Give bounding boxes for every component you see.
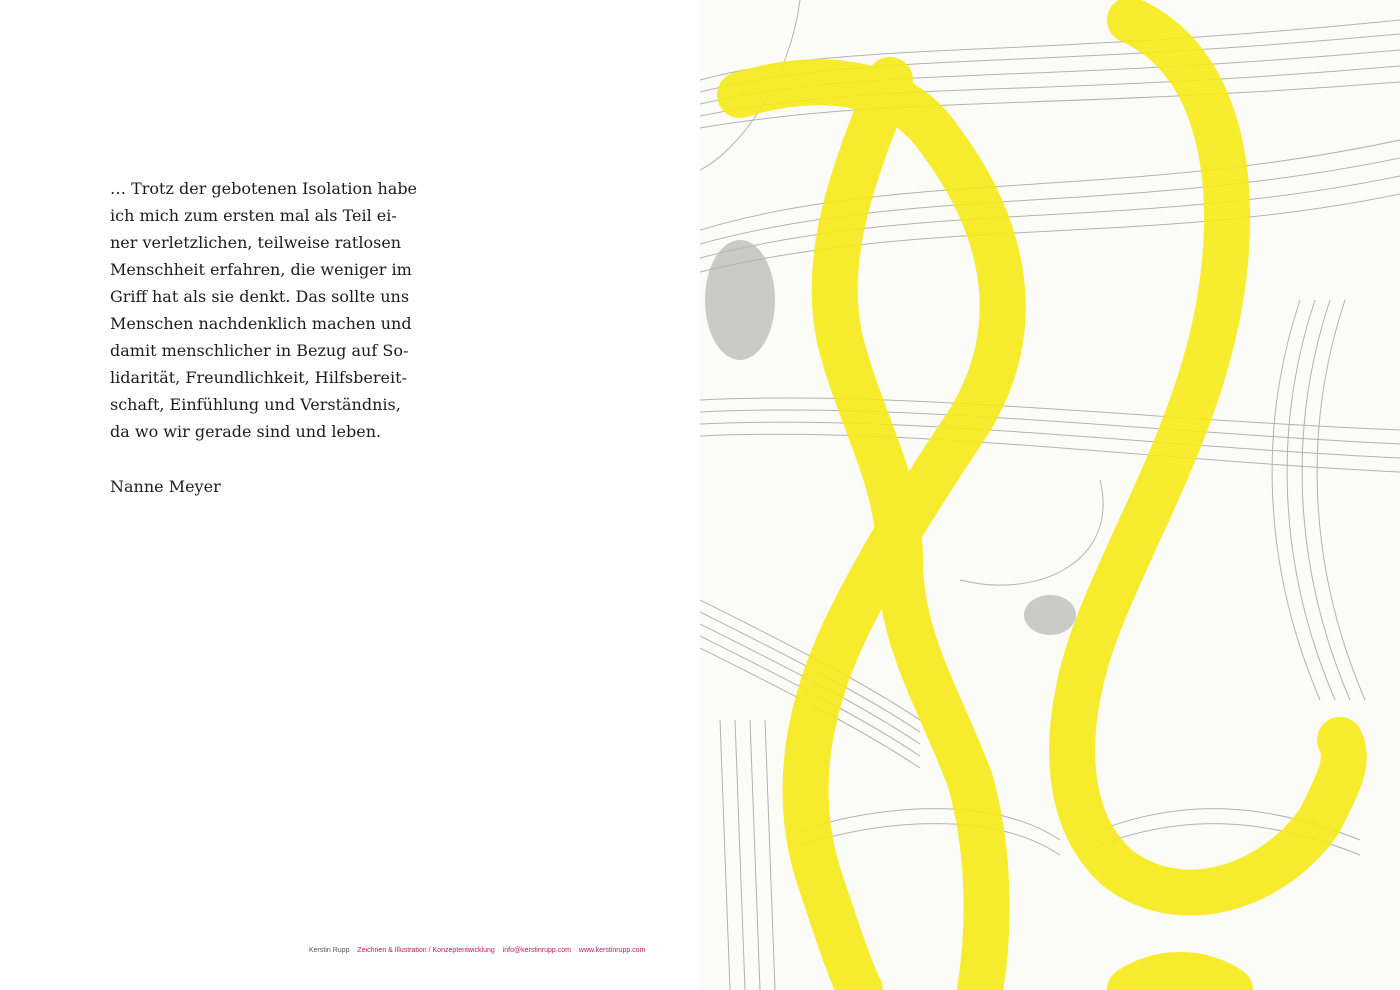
quote-line: schaft, Einfühlung und Verständnis, xyxy=(110,395,401,414)
quote-author: Nanne Meyer xyxy=(110,477,221,496)
quote-line: Menschheit erfahren, die weniger im xyxy=(110,260,412,279)
artwork-illustration xyxy=(700,0,1400,990)
quote-text xyxy=(110,175,418,445)
quote-line: da wo wir gerade sind und leben. xyxy=(110,422,382,441)
quote-line: damit menschlicher in Bezug auf So- xyxy=(110,341,409,360)
footer-service: Zeichnen & Illustration / Konzeptentwicklung xyxy=(357,947,495,954)
quote-line: lidarität, Freundlichkeit, Hilfsbereit- xyxy=(110,368,407,387)
quote-line: Menschen nachdenklich machen und xyxy=(110,314,412,333)
quote-line: Griff hat als sie denkt. Das sollte uns xyxy=(110,287,410,306)
footer-website[interactable]: www.kerstinrupp.com xyxy=(578,947,646,954)
footer-contact xyxy=(309,946,659,956)
quote-line: ich mich zum ersten mal als Teil ei- xyxy=(110,206,397,225)
quote-line: ner verletzlichen, teilweise ratlosen xyxy=(110,233,402,252)
quote-line: … Trotz der gebotenen Isolation habe xyxy=(110,179,418,198)
footer-name: Kerstin Rupp xyxy=(309,947,350,954)
footer-email[interactable]: info@kerstinrupp.com xyxy=(502,947,571,954)
right-page xyxy=(700,0,1400,990)
